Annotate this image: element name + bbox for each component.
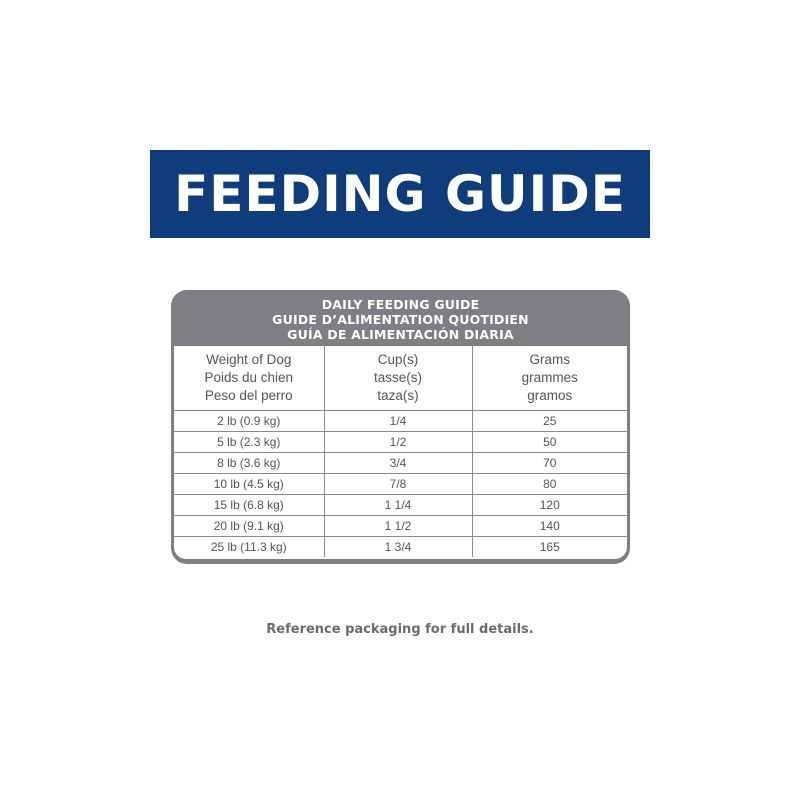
column-header-line: tasse(s) bbox=[373, 370, 422, 385]
weight-cell: 10 lb (4.5 kg) bbox=[174, 474, 324, 495]
cups-cell: 1 1/4 bbox=[324, 495, 472, 516]
footer-note: Reference packaging for full details. bbox=[266, 622, 534, 637]
cups-cell: 1/4 bbox=[324, 411, 472, 432]
column-header-weight bbox=[174, 346, 324, 411]
column-header-grams bbox=[472, 346, 627, 411]
weight-cell: 20 lb (9.1 kg) bbox=[174, 516, 324, 537]
grams-cell: 165 bbox=[472, 537, 627, 558]
cups-cell: 1/2 bbox=[324, 432, 472, 453]
weight-cell: 8 lb (3.6 kg) bbox=[174, 453, 324, 474]
daily-feeding-guide-panel bbox=[171, 290, 630, 564]
grams-cell: 50 bbox=[472, 432, 627, 453]
column-header-line: Grams bbox=[529, 352, 570, 367]
grams-cell: 120 bbox=[472, 495, 627, 516]
guide-title-es: GUÍA DE ALIMENTACIÓN DIARIA bbox=[287, 326, 514, 342]
cups-cell: 3/4 bbox=[324, 453, 472, 474]
column-header-line: Cup(s) bbox=[377, 352, 419, 367]
column-header-line: Poids du chien bbox=[204, 370, 294, 385]
column-header-line: taza(s) bbox=[377, 388, 419, 403]
cups-cell: 7/8 bbox=[324, 474, 472, 495]
weight-cell: 5 lb (2.3 kg) bbox=[174, 432, 324, 453]
table-header-row bbox=[174, 346, 627, 411]
table-row bbox=[174, 432, 627, 453]
table-row bbox=[174, 495, 627, 516]
table-row bbox=[174, 537, 627, 558]
column-header-cups bbox=[324, 346, 472, 411]
feeding-table-container bbox=[174, 346, 627, 559]
guide-title-block bbox=[174, 290, 627, 346]
table-row bbox=[174, 474, 627, 495]
grams-cell: 70 bbox=[472, 453, 627, 474]
column-header-line: Peso del perro bbox=[204, 388, 293, 403]
guide-title-en: DAILY FEEDING GUIDE bbox=[321, 296, 480, 312]
grams-cell: 140 bbox=[472, 516, 627, 537]
table-row bbox=[174, 411, 627, 432]
feeding-table bbox=[174, 346, 627, 557]
grams-cell: 80 bbox=[472, 474, 627, 495]
banner-title: FEEDING GUIDE bbox=[174, 165, 626, 223]
guide-title-fr: GUIDE D’ALIMENTATION QUOTIDIEN bbox=[272, 311, 529, 327]
table-row bbox=[174, 453, 627, 474]
table-row bbox=[174, 516, 627, 537]
cups-cell: 1 3/4 bbox=[324, 537, 472, 558]
weight-cell: 15 lb (6.8 kg) bbox=[174, 495, 324, 516]
weight-cell: 25 lb (11.3 kg) bbox=[210, 540, 287, 554]
weight-cell: 2 lb (0.9 kg) bbox=[174, 411, 324, 432]
column-header-line: grammes bbox=[521, 370, 578, 385]
cups-cell: 1 1/2 bbox=[324, 516, 472, 537]
column-header-line: Weight of Dog bbox=[206, 352, 292, 367]
feeding-guide-banner bbox=[150, 150, 650, 238]
column-header-line: gramos bbox=[527, 388, 573, 403]
grams-cell: 25 bbox=[472, 411, 627, 432]
